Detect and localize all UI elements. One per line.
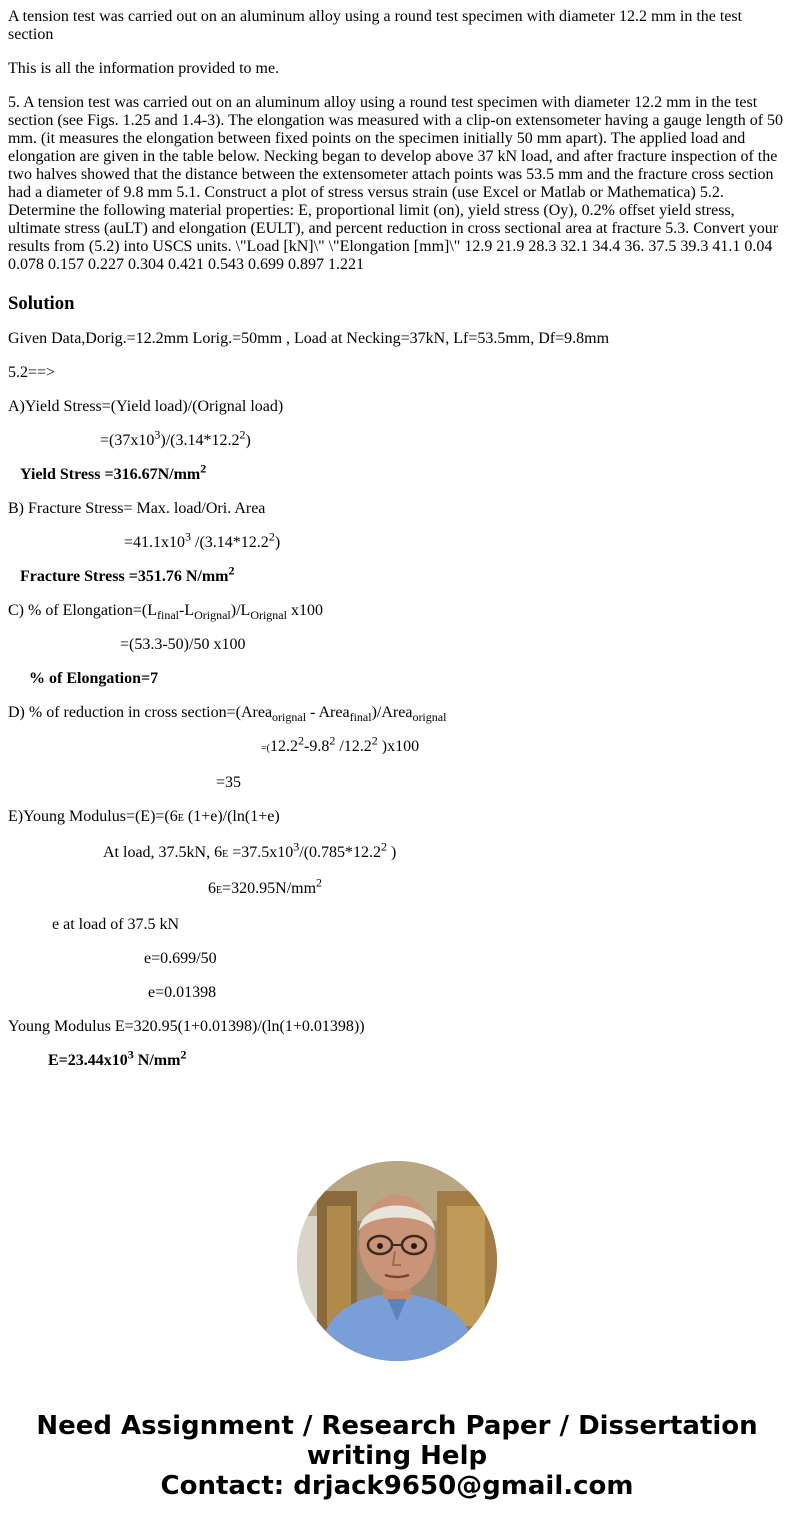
elongation-result: % of Elongation=7 — [29, 670, 159, 687]
area-reduction-formula: D) % of reduction in cross section=(Area$_{orignal}$ - Area$_{final}$)/Area$_{orignal}$ — [8, 704, 447, 725]
fracture-stress-result: Fracture Stress =351.76 $N/mm^2$ — [20, 563, 235, 585]
yield-stress-formula: A)Yield Stress=(Yield load)/(Orignal load) — [8, 398, 284, 415]
author-photo — [297, 1161, 497, 1361]
young-modulus-result: $E=23.44x10^3$ $N/mm^2$ — [48, 1047, 187, 1069]
young-modulus-formula: E)Young Modulus=(E)=(6E (1+e)/(ln(1+e) — [8, 808, 280, 825]
promo-banner — [0, 1411, 794, 1501]
elongation-calc: =(53.3-50)/50 x100 — [120, 636, 246, 653]
part-label: 5.2==> — [8, 364, 56, 381]
strain-calc: e=0.699/50 — [144, 950, 217, 967]
strain-value: e=0.01398 — [148, 984, 217, 1001]
promo-line-2: writing Help — [306, 1441, 488, 1471]
elongation-formula: C) % of $Elongation=(L_{final}-L_{Orignal})/L_{Orignal}$ x100 — [8, 602, 323, 623]
portrait-image — [297, 1161, 497, 1361]
fracture-stress-formula: B) Fracture Stress= Max. load/Ori. Area — [8, 500, 266, 517]
question-title: A tension test was carried out on an aluminum alloy using a round test specimen with diameter 12.2 mm in the test section — [8, 8, 743, 43]
strain-label: e at load of 37.5 kN — [52, 916, 180, 933]
document — [0, 8, 794, 1070]
given-data: Given Data,Dorig.=12.2mm Lorig.=50mm , Load at Necking=37kN, Lf=53.5mm, Df=9.8mm — [8, 330, 610, 347]
solution-heading: Solution — [8, 293, 75, 314]
fracture-stress-calc: $=41.1x10^3$ /(3.14*12.2$^2$) — [124, 529, 281, 551]
question-note: This is all the information provided to me. — [8, 60, 280, 77]
young-modulus-load: At load, 37.5kN, $6E =37.5x10^3/(0.785*12.2^2$ ) — [103, 839, 397, 861]
area-reduction-calc: $=(12.2^2-9.8^2$ /12.2$^2$ )x100 — [261, 733, 420, 755]
question-body: 5. A tension test was carried out on an aluminum alloy using a round test specimen with diameter 12.2 mm in the test section (see Figs. 1.25 and 1.4-3). The elongation was measured with a clip-on extensometer having a gauge length of 50 mm. (it measures the elongation between fixed points on the specimen initially 50 mm apart). The applied load and elongation are given in the table below. Necking began to develop above 37 kN load, and after fracture inspection of the two halves showed that the distance between the extensometer attach points was 53.5 mm and the fracture cross section had a diameter of 9.8 mm 5.1. Construct a plot of stress versus strain (use Excel or Matlab or Mathematica) 5.2. Determine the following material properties: E, proportional limit (on), yield stress (Oy), 0.2% offset yield stress, ultimate stress (auLT) and elongation (EULT), and percent reduction in cross sectional area at fracture 5.3. Convert your results from (5.2) into USCS units. \"Load [kN]\" \"Elongation [mm]\" 12.9 21.9 28.3 32.1 34.4 36. 37.5 39.3 41.1 0.04 0.078 0.157 0.227 0.304 0.421 0.543 0.699 0.897 1.221 — [8, 94, 784, 273]
yield-stress-result: Yield Stress $=316.67N/mm^2$ — [20, 461, 207, 483]
young-modulus-calc: Young Modulus E=320.95(1+0.01398)/(ln(1+0.01398)) — [8, 1018, 365, 1035]
promo-contact: Contact: drjack9650@gmail.com — [160, 1471, 634, 1501]
promo-line-1: Need Assignment / Research Paper / Dissertation — [36, 1411, 758, 1441]
young-modulus-stress: $6E=320.95N/mm^2$ — [208, 875, 323, 897]
area-reduction-result: =35 — [216, 774, 242, 791]
yield-stress-calc: $=(37x10^3)/(3.14*12.2^2)$ — [100, 427, 251, 449]
